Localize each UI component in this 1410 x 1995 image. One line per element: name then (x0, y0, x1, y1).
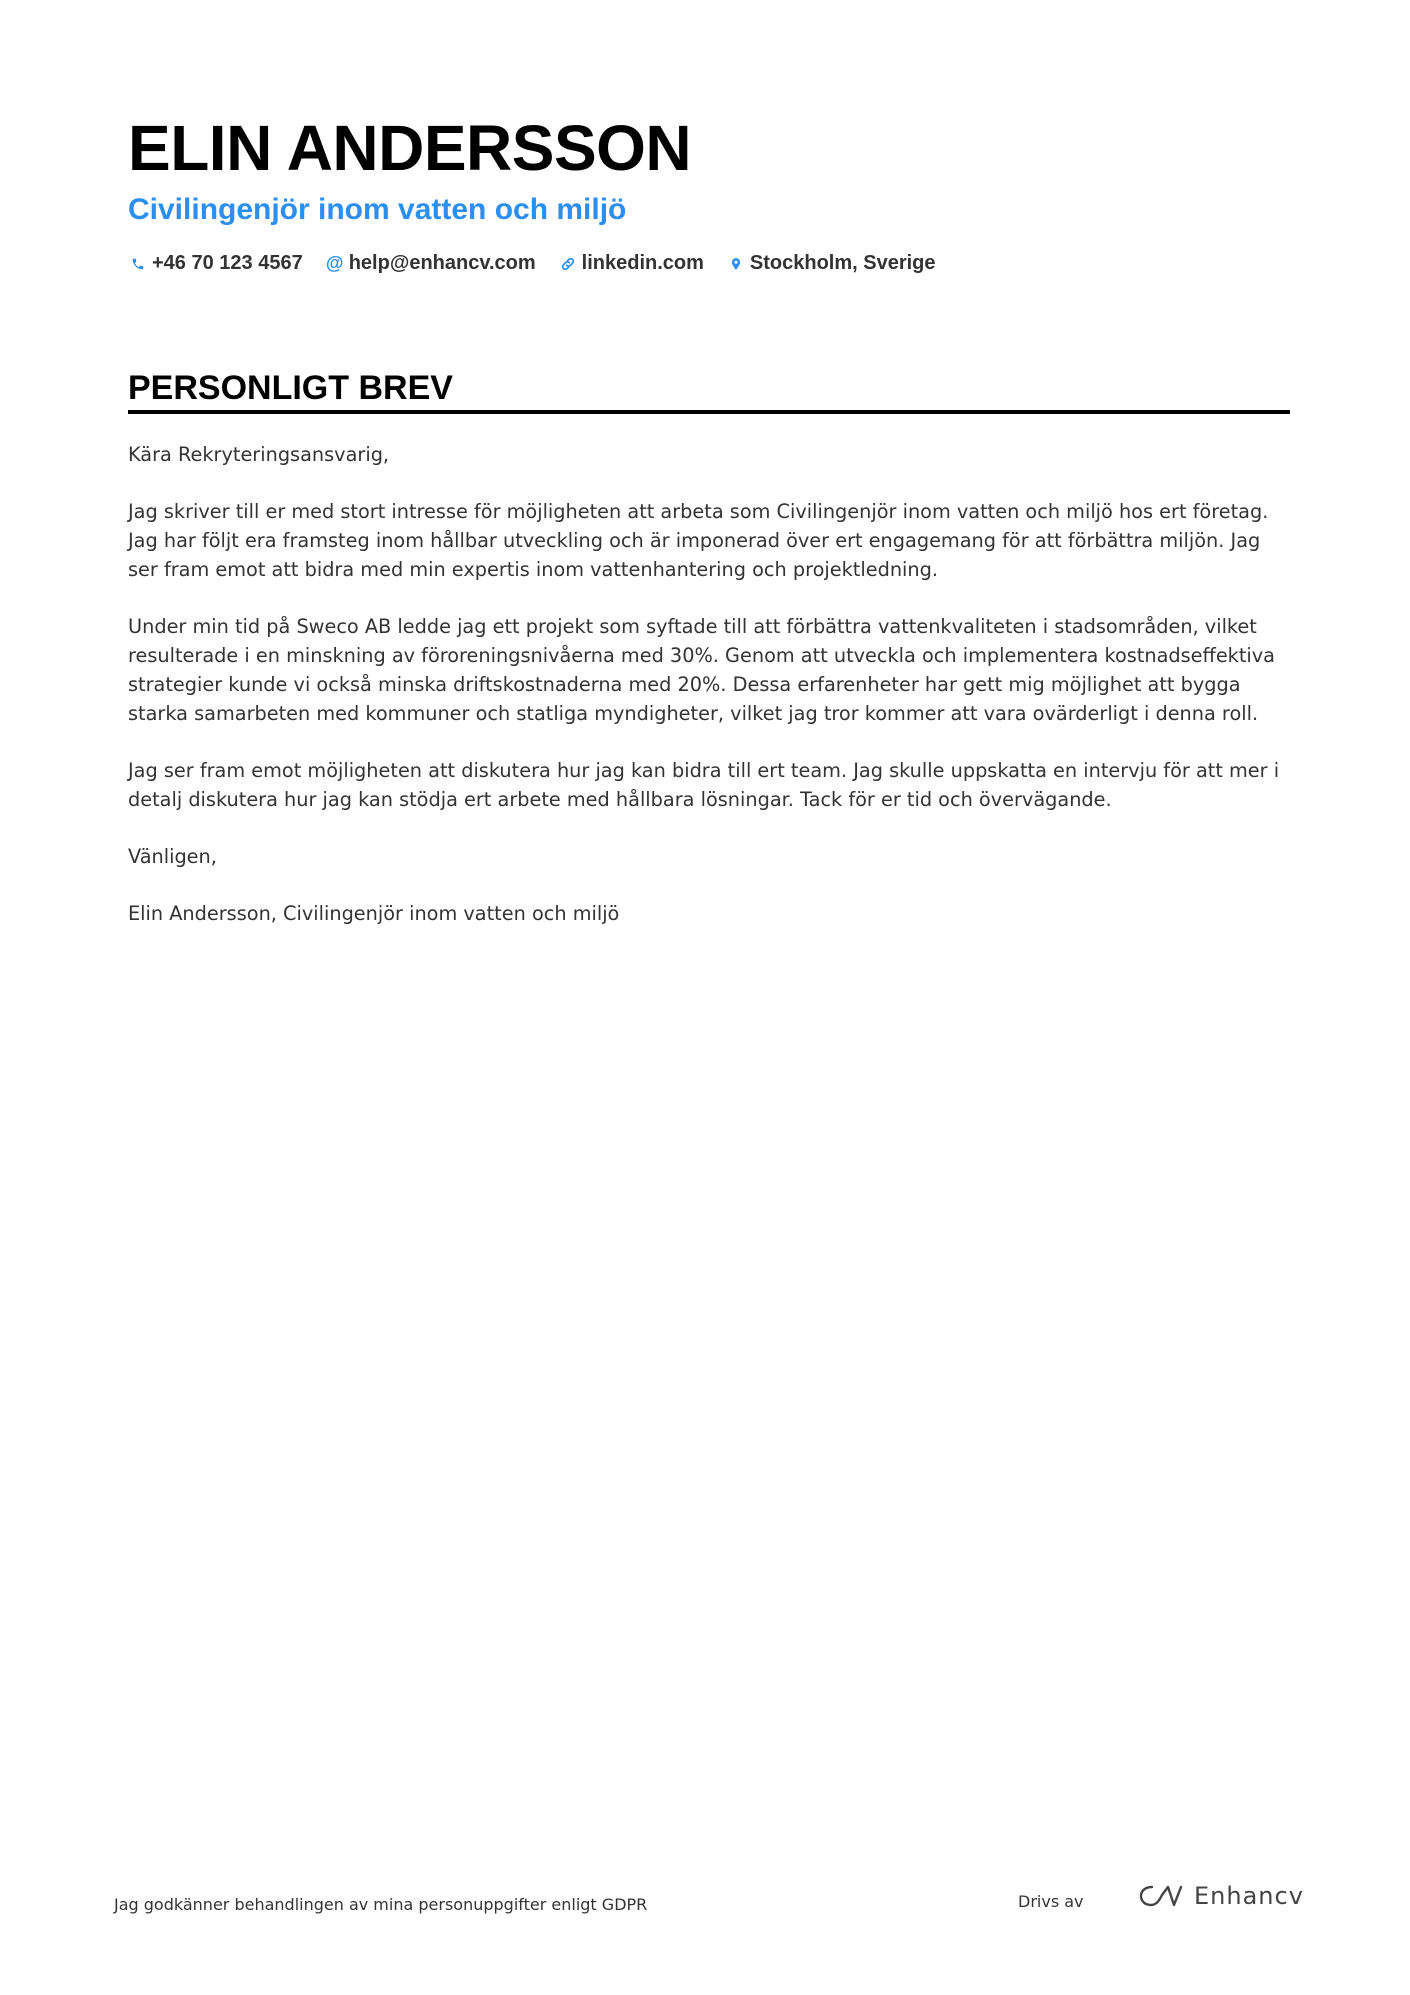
powered-by-label: Drivs av (1018, 1892, 1084, 1911)
contact-bar (128, 252, 958, 275)
contact-linkedin[interactable] (558, 252, 704, 275)
gdpr-consent-text: Jag godkänner behandlingen av mina personuppgifter enligt GDPR (114, 1895, 648, 1914)
letter-body (128, 440, 1290, 956)
contact-email-text: help@enhancv.com (348, 252, 536, 274)
letter-paragraph: Under min tid på Sweco AB ledde jag ett projekt som syftade till att förbättra vattenkvaliteten i stadsområden, vilket resulterade i en minskning av föroreningsnivåerna med 30%. Genom att utveckla och implementera kostnadseffektiva strategier kunde vi också minska driftskostnaderna med 20%. Dessa erfarenheter har gett mig möjlighet att bygga starka samarbeten med kommuner och statliga myndigheter, vilket jag tror kommer att vara ovärderligt i denna roll. (128, 615, 1275, 725)
contact-email[interactable] (325, 252, 536, 275)
contact-phone-text: +46 70 123 4567 (152, 252, 303, 274)
location-pin-icon (726, 254, 746, 274)
letter-signature: Elin Andersson, Civilingenjör inom vatten och miljö (128, 902, 620, 925)
at-icon: @ (325, 253, 344, 273)
contact-phone[interactable] (128, 252, 303, 275)
candidate-title: Civilingenjör inom vatten och miljö (128, 193, 627, 226)
contact-location (726, 252, 936, 275)
enhancv-logo[interactable] (1138, 1882, 1304, 1910)
letter-paragraph: Jag ser fram emot möjligheten att diskutera hur jag kan bidra till ert team. Jag skulle uppskatta en intervju för att mer i detalj diskutera hur jag kan stödja ert arbete med hållbara lösningar. Tack för er tid och övervägande. (128, 759, 1280, 811)
letter-paragraph: Jag skriver till er med stort intresse för möjligheten att arbeta som Civilingenjör inom vatten och miljö hos ert företag. Jag har följt era framsteg inom hållbar utveckling och är imponerad över ert engagemang för att förbättra miljön. Jag ser fram emot att bidra med min expertis inom vattenhantering och projektledning. (128, 500, 1269, 581)
contact-linkedin-text: linkedin.com (581, 252, 704, 274)
section-divider (128, 410, 1290, 414)
phone-icon (128, 254, 148, 274)
enhancv-logo-icon (1138, 1883, 1184, 1909)
letter-closing: Vänligen, (128, 845, 217, 868)
enhancv-brand-text: Enhancv (1194, 1882, 1304, 1910)
letter-greeting: Kära Rekryteringsansvarig, (128, 443, 390, 466)
candidate-name: ELIN ANDERSSON (128, 112, 692, 184)
link-icon (558, 254, 578, 274)
section-title: PERSONLIGT BREV (128, 369, 453, 407)
contact-location-text: Stockholm, Sverige (749, 252, 936, 274)
